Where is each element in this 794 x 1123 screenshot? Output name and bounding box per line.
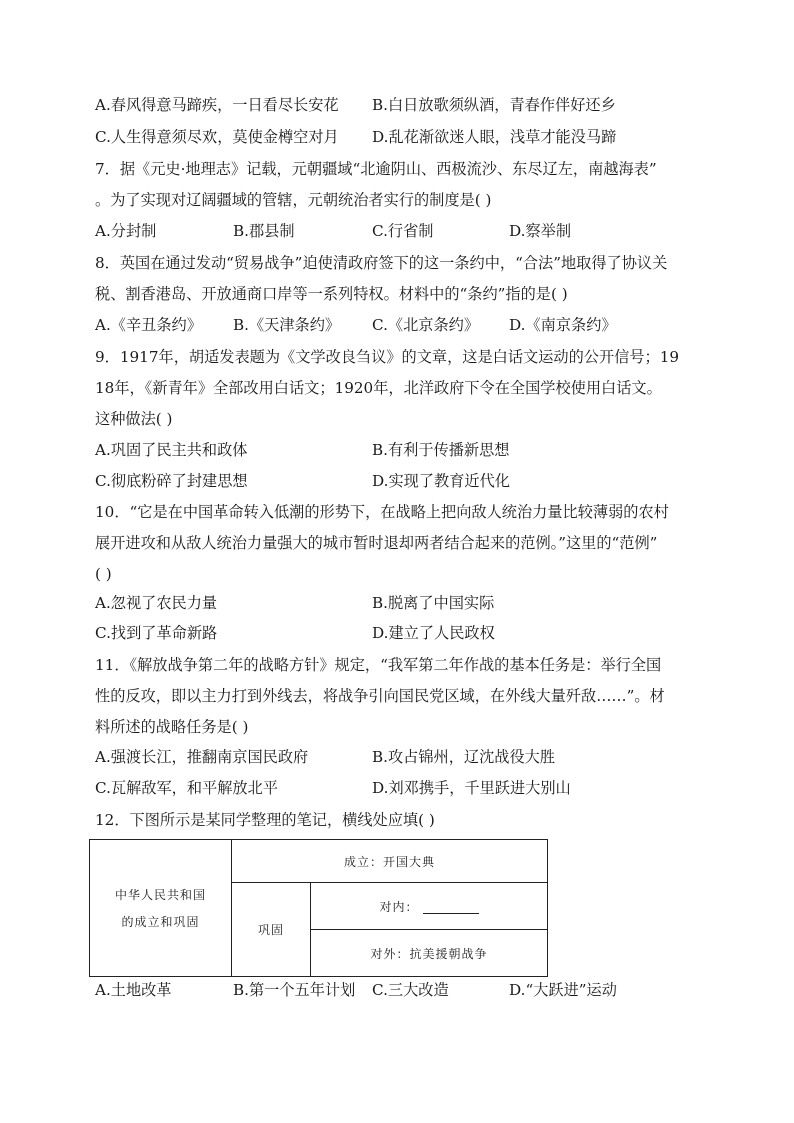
q10-stem-line-2: 展开进攻和从敌人统治力量强大的城市暂时退却两者结合起来的范例。”这里的“范例” [95,534,658,552]
q10-option-d: D.建立了人民政权 [372,624,495,642]
q10-option-c: C.找到了革命新路 [95,624,218,642]
q8-option-d: D.《南京条约》 [509,316,617,334]
notes-answer-blank [423,901,479,914]
q6-option-d: D.乱花渐欲迷人眼，浅草才能没马蹄 [372,128,617,146]
q9-option-a: A.巩固了民主共和政体 [95,441,248,459]
q11-stem-line-3: 料所述的战略任务是( ) [95,718,249,736]
q8-stem-line-1: 8．英国在通过发动“贸易战争”迫使清政府签下的这一条约中，“合法”地取得了协议关 [95,254,668,272]
q12-option-a: A.土地改革 [95,981,172,999]
q7-option-d: D.察举制 [509,222,572,240]
q7-stem-line-2: 。为了实现对辽阔疆域的管辖，元朝统治者实行的制度是( ) [95,191,492,209]
q7-option-b: B.郡县制 [233,222,295,240]
q9-option-c: C.彻底粉碎了封建思想 [95,472,248,490]
q9-stem-line-2: 18年，《新青年》全部改用白话文；1920年，北洋政府下令在全国学校使用白话文。 [95,379,662,397]
notes-external-cell: 对外：抗美援朝战争 [311,930,548,977]
q8-option-c: C.《北京条约》 [372,316,480,334]
q9-option-d: D.实现了教育近代化 [372,472,510,490]
q12-option-b: B.第一个五年计划 [233,981,356,999]
notes-table [89,839,548,977]
notes-topic-cell [90,840,232,977]
q11-stem-line-2: 性的反攻，即以主力打到外线去，将战争引向国民党区域，在外线大量歼敌……”。材 [95,687,665,705]
q11-option-a: A.强渡长江，推翻南京国民政府 [95,748,309,766]
q12-option-c: C.三大改造 [372,981,449,999]
q10-stem-line-3: ( ) [95,565,112,583]
q10-option-a: A.忽视了农民力量 [95,594,218,612]
notes-topic-line-2: 的成立和巩固 [121,915,200,929]
q8-option-b: B.《天津条约》 [233,316,341,334]
q8-option-a: A.《辛丑条约》 [95,316,202,334]
q10-option-b: B.脱离了中国实际 [372,594,495,612]
notes-internal-label: 对内： [379,899,419,914]
q9-stem-line-1: 9．1917年，胡适发表题为《文学改良刍议》的文章，这是白话文运动的公开信号；19 [95,348,680,366]
q10-stem-line-1: 10．“它是在中国革命转入低潮的形势下，在战略上把向敌人统治力量比较薄弱的农村 [95,503,669,521]
q11-option-c: C.瓦解敌军，和平解放北平 [95,779,278,797]
q6-option-b: B.白日放歌须纵酒，青春作伴好还乡 [372,96,616,114]
q12-option-d: D.“大跃进”运动 [509,981,617,999]
q7-option-a: A.分封制 [95,222,157,240]
notes-consolidate-cell: 巩固 [232,883,311,977]
notes-founding-cell: 成立：开国大典 [232,840,548,883]
q12-stem: 12．下图所示是某同学整理的笔记，横线处应填( ) [95,811,435,829]
q11-option-b: B.攻占锦州，辽沈战役大胜 [372,748,556,766]
q9-option-b: B.有利于传播新思想 [372,441,510,459]
q11-stem-line-1: 11．《解放战争第二年的战略方针》规定，“我军第二年作战的基本任务是：举行全国 [95,656,662,674]
q6-option-c: C.人生得意须尽欢，莫使金樽空对月 [95,128,339,146]
q6-option-a: A.春风得意马蹄疾，一日看尽长安花 [95,96,339,114]
q7-stem-line-1: 7．据《元史·地理志》记载，元朝疆域“北逾阴山、西极流沙、东尽辽左，南越海表” [95,160,657,178]
notes-internal-cell [311,883,548,930]
q11-option-d: D.刘邓携手，千里跃进大别山 [372,779,571,797]
q7-option-c: C.行省制 [372,222,434,240]
q9-stem-line-3: 这种做法( ) [95,410,173,428]
notes-topic-line-1: 中华人民共和国 [114,888,206,902]
q8-stem-line-2: 税、割香港岛、开放通商口岸等一系列特权。材料中的“条约”指的是( ) [95,285,568,303]
